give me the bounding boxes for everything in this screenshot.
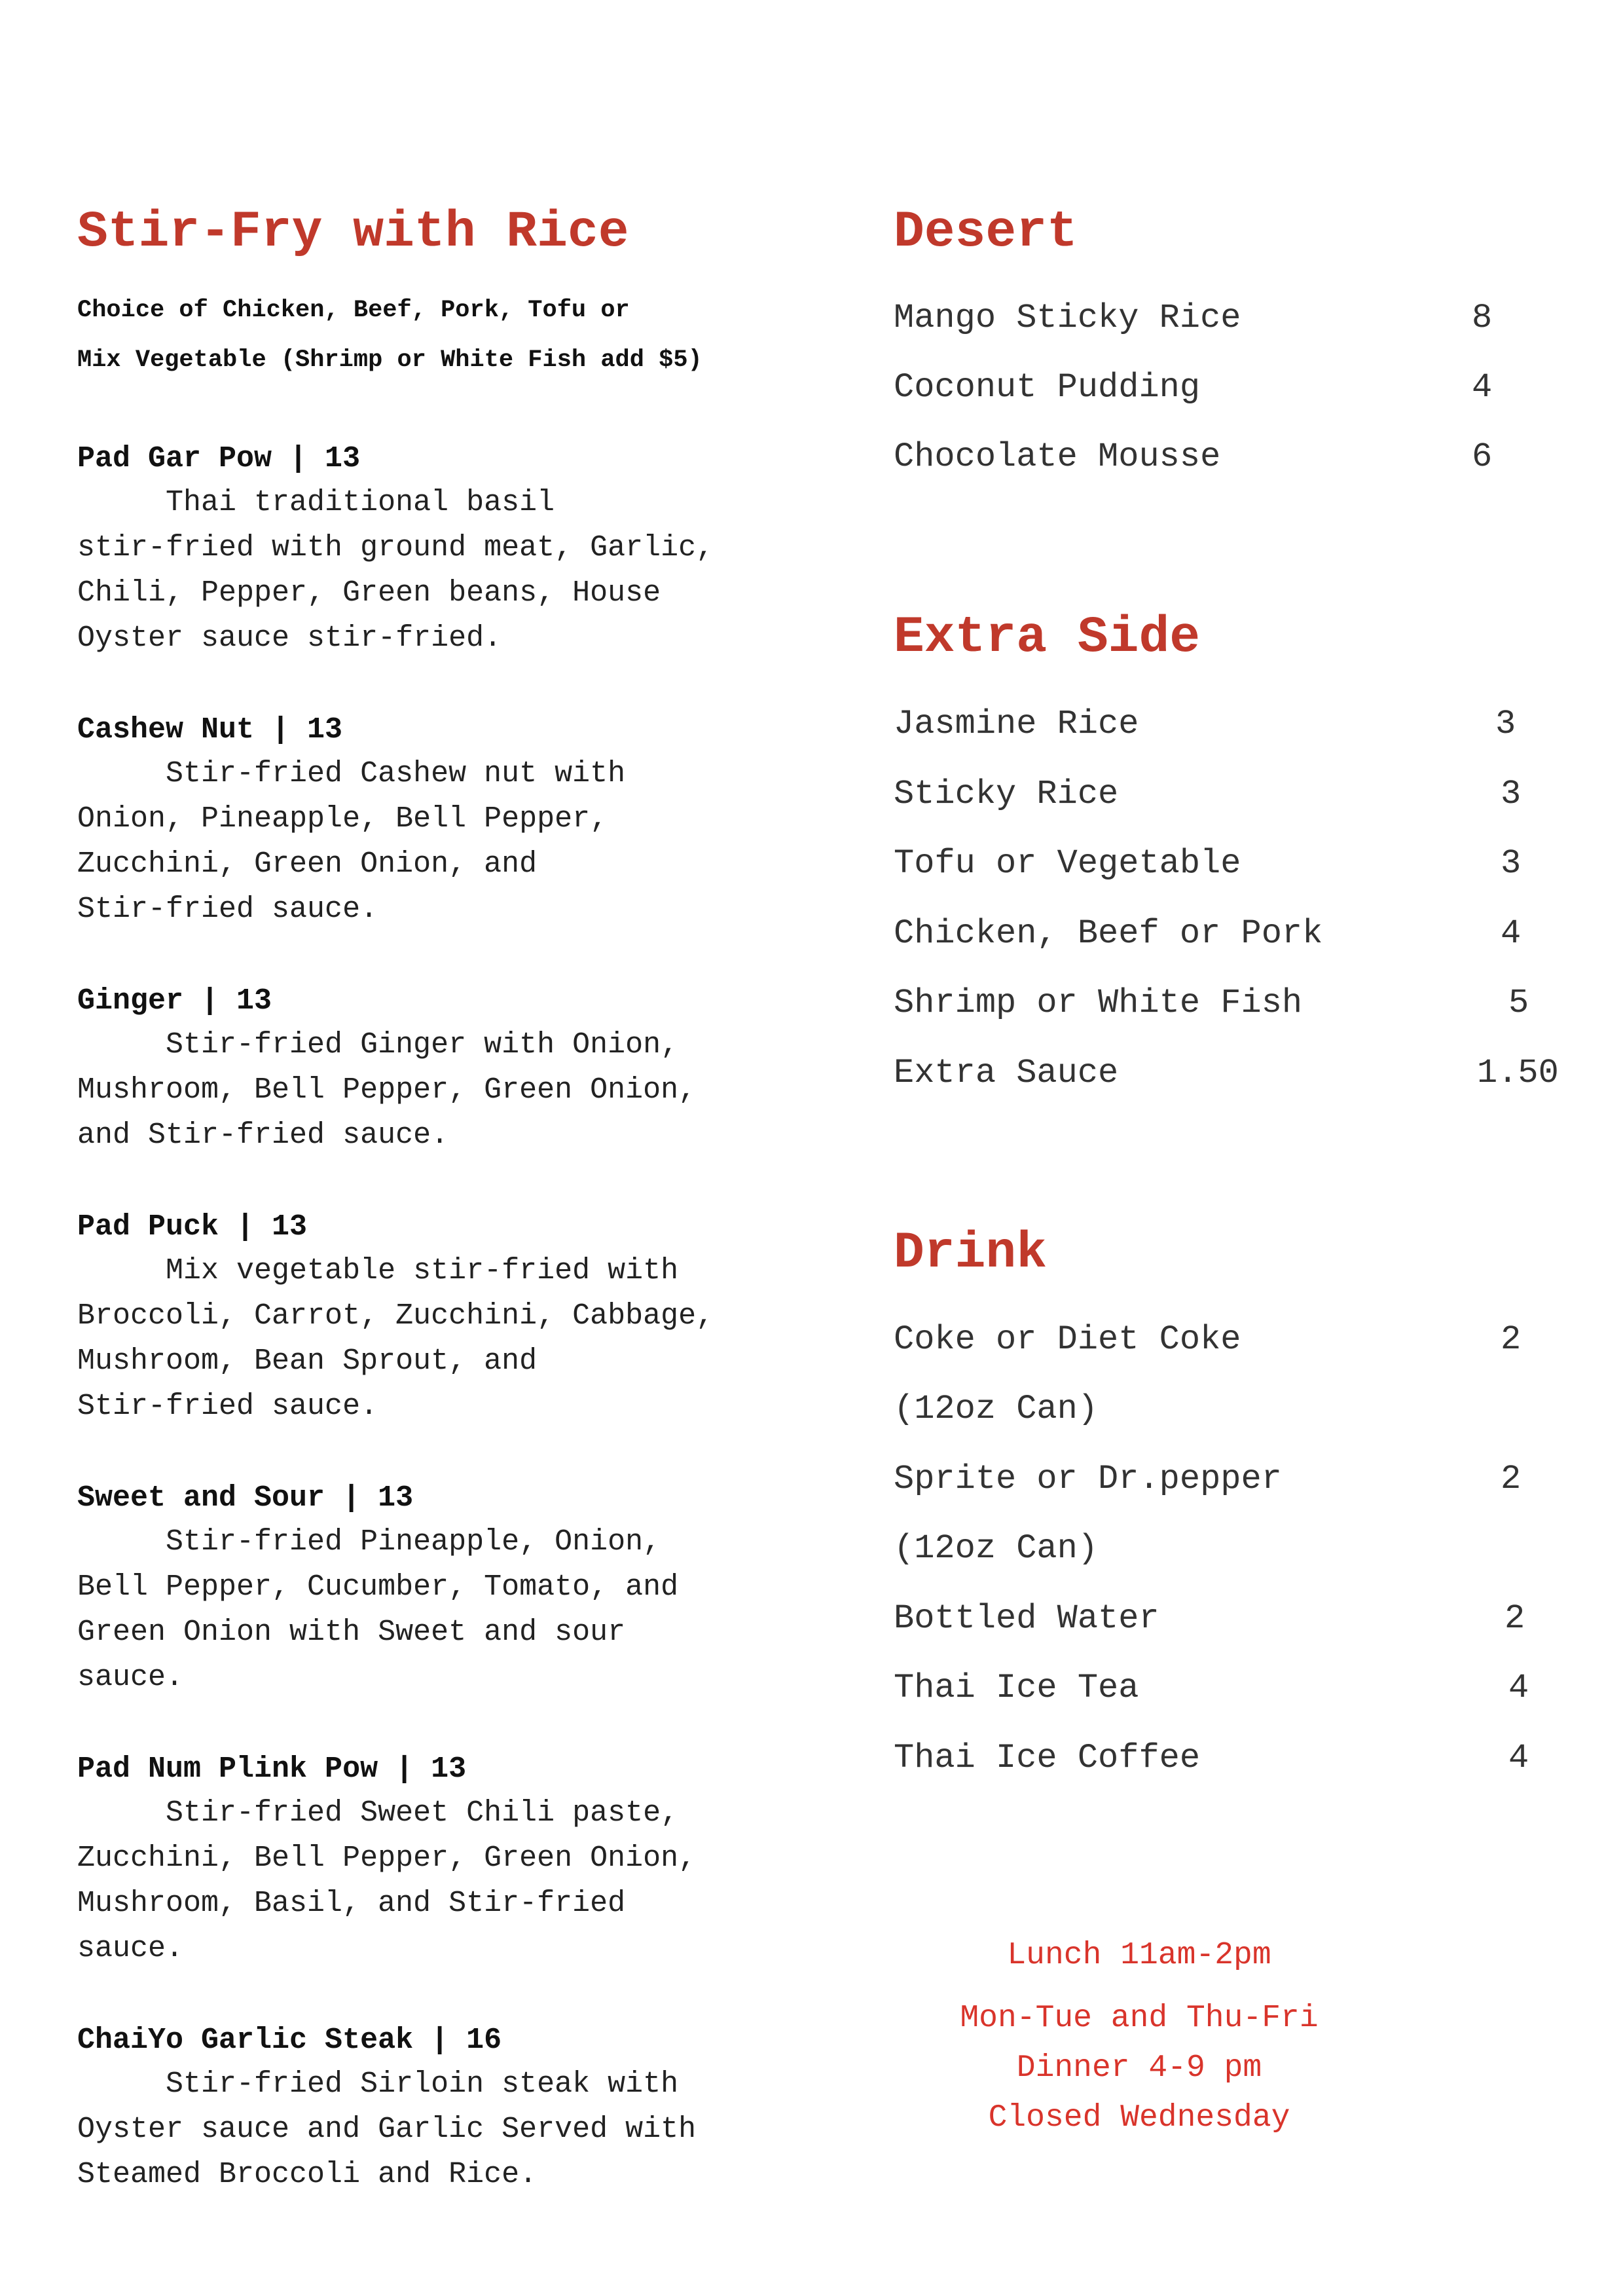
drink-item-name: Sprite or Dr.pepper xyxy=(894,1460,1282,1498)
drink-item-note: (12oz Can) xyxy=(894,1529,1099,1568)
dish-title: Pad Gar Pow | 13 xyxy=(77,442,361,475)
stir-fry-heading: Stir-Fry with Rice xyxy=(77,204,629,261)
desert-item-price: 4 xyxy=(1472,368,1493,407)
dish-title: ChaiYo Garlic Steak | 16 xyxy=(77,2024,502,2057)
drink-item-price: 2 xyxy=(1501,1460,1522,1498)
dish-title: Ginger | 13 xyxy=(77,984,272,1018)
side-item-price: 3 xyxy=(1495,705,1516,743)
dish-description: Thai traditional basil stir-fried with ground meat, Garlic, Chili, Pepper, Green beans, House Oyster sauce stir-fried. xyxy=(77,486,714,655)
drink-item-price: 4 xyxy=(1508,1669,1529,1707)
dish-description: Stir-fried Cashew nut with Onion, Pineapple, Bell Pepper, Zucchini, Green Onion, and Stir-fried sauce. xyxy=(77,757,626,926)
side-item-name: Extra Sauce xyxy=(894,1054,1119,1092)
desert-item-name: Chocolate Mousse xyxy=(894,437,1221,476)
closed-day: Closed Wednesday xyxy=(988,2100,1290,2136)
dish-description: Stir-fried Ginger with Onion, Mushroom, Bell Pepper, Green Onion, and Stir-fried sauce. xyxy=(77,1028,697,1152)
choice-note-line-1: Choice of Chicken, Beef, Pork, Tofu or xyxy=(77,297,630,324)
drink-item-price: 2 xyxy=(1501,1320,1522,1359)
side-item-name: Jasmine Rice xyxy=(894,705,1139,743)
extra-side-heading: Extra Side xyxy=(894,609,1201,667)
side-item-name: Sticky Rice xyxy=(894,775,1119,813)
side-item-price: 5 xyxy=(1508,984,1529,1022)
desert-item-price: 8 xyxy=(1472,299,1493,337)
desert-item-name: Coconut Pudding xyxy=(894,368,1201,407)
open-days: Mon-Tue and Thu-Fri xyxy=(960,2001,1319,2036)
desert-item-price: 6 xyxy=(1472,437,1493,476)
drink-item-price: 2 xyxy=(1504,1599,1525,1638)
dish-description: Mix vegetable stir-fried with Broccoli, Carrot, Zucchini, Cabbage, Mushroom, Bean Sprout, and Stir-fried sauce. xyxy=(77,1254,714,1423)
side-item-price: 3 xyxy=(1501,844,1522,883)
drink-heading: Drink xyxy=(894,1225,1048,1282)
drink-item-name: Thai Ice Tea xyxy=(894,1669,1139,1707)
dish-title: Pad Num Plink Pow | 13 xyxy=(77,1752,467,1786)
dish-description: Stir-fried Pineapple, Onion, Bell Pepper, Cucumber, Tomato, and Green Onion with Sweet and sour sauce. xyxy=(77,1525,679,1694)
drink-item-name: Bottled Water xyxy=(894,1599,1159,1638)
side-item-price: 3 xyxy=(1501,775,1522,813)
side-item-name: Tofu or Vegetable xyxy=(894,844,1241,883)
side-item-price: 4 xyxy=(1501,914,1522,953)
dish-description: Stir-fried Sweet Chili paste, Zucchini, Bell Pepper, Green Onion, Mushroom, Basil, and Stir-fried sauce. xyxy=(77,1796,697,1965)
side-item-price: 1.50 xyxy=(1477,1054,1559,1092)
side-item-name: Shrimp or White Fish xyxy=(894,984,1303,1022)
drink-item-name: Coke or Diet Coke xyxy=(894,1320,1241,1359)
dinner-hours: Dinner 4-9 pm xyxy=(1016,2050,1262,2086)
lunch-hours: Lunch 11am-2pm xyxy=(1007,1938,1271,1973)
dish-title: Sweet and Sour | 13 xyxy=(77,1481,414,1515)
dish-description: Stir-fried Sirloin steak with Oyster sauce and Garlic Served with Steamed Broccoli and Rice. xyxy=(77,2067,697,2191)
dish-title: Pad Puck | 13 xyxy=(77,1210,308,1244)
drink-item-name: Thai Ice Coffee xyxy=(894,1739,1201,1777)
desert-heading: Desert xyxy=(894,204,1078,261)
drink-item-price: 4 xyxy=(1508,1739,1529,1777)
side-item-name: Chicken, Beef or Pork xyxy=(894,914,1323,953)
drink-item-note: (12oz Can) xyxy=(894,1390,1099,1428)
dish-title: Cashew Nut | 13 xyxy=(77,713,343,747)
desert-item-name: Mango Sticky Rice xyxy=(894,299,1241,337)
choice-note-line-2: Mix Vegetable (Shrimp or White Fish add $5) xyxy=(77,346,702,374)
